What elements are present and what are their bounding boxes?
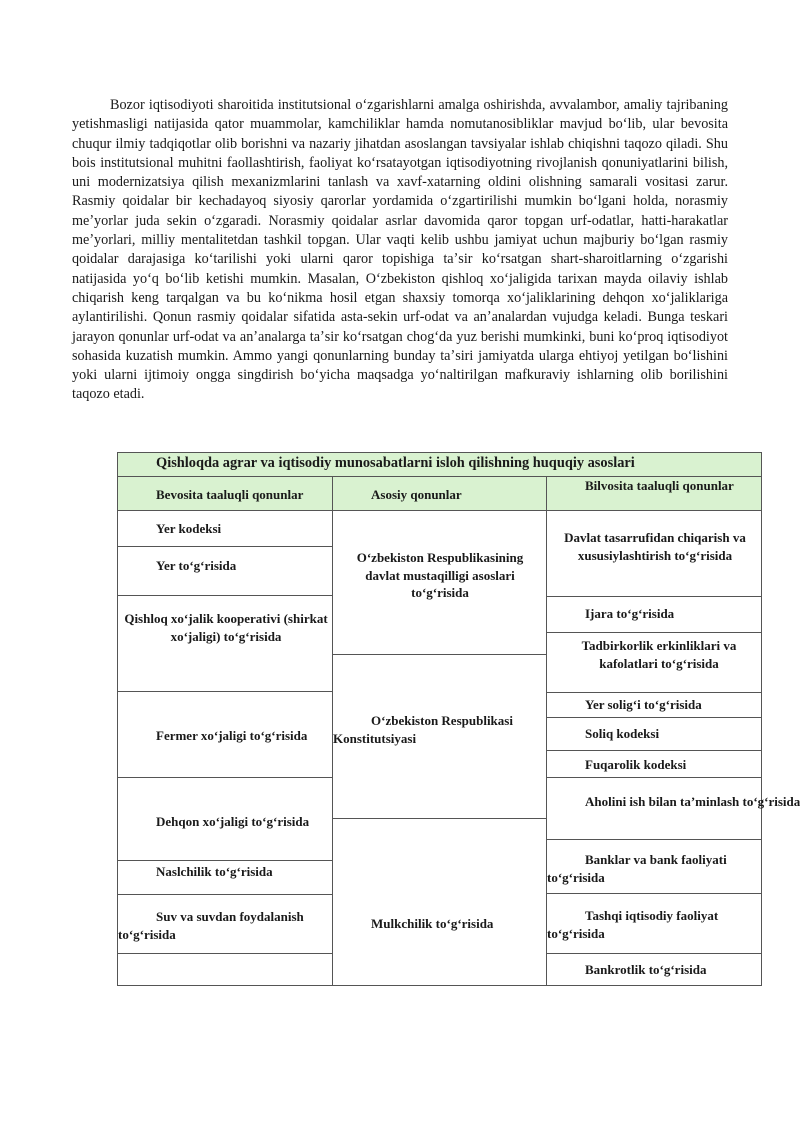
- indirect-law-label: Ijara toʻgʻrisida: [585, 606, 675, 621]
- direct-law-row: [117, 894, 333, 954]
- header-main-cell: [332, 476, 547, 511]
- header-main: Asosiy qonunlar: [371, 487, 462, 502]
- direct-law-row: [117, 510, 333, 547]
- direct-law-row: [117, 860, 333, 895]
- indirect-law-label: Yer soligʻi toʻgʻrisida: [585, 697, 702, 712]
- main-law-label: Oʻzbekiston Respublikasining davlat mustaqilligi asoslari toʻgʻrisida: [356, 550, 524, 600]
- indirect-law-label: Fuqarolik kodeksi: [585, 757, 687, 772]
- indirect-law-row: [546, 893, 762, 954]
- direct-law-label: Yer kodeksi: [156, 521, 222, 536]
- header-direct: Bevosita taaluqli qonunlar: [156, 487, 304, 502]
- indirect-law-label: Bankrotlik toʻgʻrisida: [585, 962, 707, 977]
- indirect-law-row: [546, 717, 762, 751]
- direct-law-label: Dehqon xoʻjaligi toʻgʻrisida: [156, 814, 310, 829]
- indirect-law-row: [546, 692, 762, 718]
- main-law-row: [332, 654, 547, 819]
- indirect-law-row: [546, 510, 762, 597]
- direct-law-label: Yer toʻgʻrisida: [156, 558, 237, 573]
- indirect-law-row: [546, 777, 800, 840]
- direct-law-row: [117, 691, 333, 778]
- header-indirect: Bilvosita taaluqli qonunlar: [585, 478, 734, 493]
- direct-law-row: [117, 777, 333, 861]
- indirect-law-row: [546, 750, 762, 778]
- indirect-law-label: Davlat tasarrufidan chiqarish va xususiylashtirish toʻgʻrisida: [564, 530, 746, 563]
- table-title: Qishloqda agrar va iqtisodiy munosabatlarni isloh qilishning huquqiy asoslari: [156, 455, 635, 471]
- indirect-law-label: Soliq kodeksi: [585, 726, 660, 741]
- direct-law-label: Fermer xoʻjaligi toʻgʻrisida: [156, 728, 308, 743]
- table-title-cell: [117, 452, 762, 477]
- indirect-law-row: [546, 596, 762, 633]
- empty-cell: [117, 953, 333, 986]
- main-law-label: Oʻzbekiston Respublikasi Konstitutsiyasi: [333, 713, 513, 746]
- direct-law-label: Suv va suvdan foydalanish toʻgʻrisida: [118, 909, 304, 942]
- indirect-law-row: [546, 953, 762, 986]
- header-indirect-cell: [546, 476, 762, 511]
- direct-law-row: [117, 595, 333, 692]
- main-law-row: [332, 818, 547, 986]
- direct-law-row: [117, 546, 333, 596]
- indirect-law-label: Tashqi iqtisodiy faoliyat toʻgʻrisida: [547, 908, 719, 941]
- main-law-row: [332, 510, 547, 655]
- indirect-law-label: Banklar va bank faoliyati toʻgʻrisida: [547, 852, 727, 885]
- direct-law-label: Naslchilik toʻgʻrisida: [156, 864, 273, 879]
- indirect-law-row: [546, 632, 762, 693]
- indirect-law-label: Aholini ish bilan taʼminlash toʻgʻrisida: [585, 794, 800, 809]
- legal-basis-table: [117, 452, 800, 986]
- main-law-label: Mulkchilik toʻgʻrisida: [371, 916, 494, 931]
- indirect-law-row: [546, 839, 762, 894]
- header-direct-cell: [117, 476, 333, 511]
- direct-law-label: Qishloq xoʻjalik kooperativi (shirkat xoʻjaligi) toʻgʻrisida: [124, 611, 328, 644]
- indirect-law-label: Tadbirkorlik erkinliklari va kafolatlari toʻgʻrisida: [581, 638, 737, 671]
- body-paragraph: Bozor iqtisodiyoti sharoitida institutsional oʻzgarishlarni amalga oshirishda, avvalambor, amaliy tajribaning yetishmasligi natijasida qator muammolar, kamchiliklar hamda nomutanosibliklar mavjud boʻlib, ular bevosita chuqur ilmiy tadqiqotlar olib borishni va nazariy jihatdan asoslangan tavsiyalar ishlab chiqishni taqozo qiladi. Shu bois institutsional muhitni faollashtirish, faoliyat koʻrsatayotgan iqtisodiyotning rivojlanish qonuniyatlarini bilish, uni modernizatsiya qilish mexanizmlarini tanlash va xavf-xatarning oldini olishning samarali vositasi zarur. Rasmiy qoidalar bir kechadayoq siyosiy qarorlar yordamida oʻzgartirilishi mumkin boʻlgani holda, norasmiy meʼyorlar juda sekin oʻzgaradi. Norasmiy qoidalar asrlar davomida qaror topgan urf-odatlar, hatti-harakatlar meʼyorlari, milliy mentalitetdan tashkil topgan. Ular vaqti kelib ushbu jamiyat uchun majburiy boʻlgan rasmiy qoidalar darajasiga koʻtarilishi yoki ularni qaror topishiga taʼsir koʻrsatgan shart-sharoitlarning oʻzgarishi natijasida yoʻq boʻlib ketishi mumkin. Masalan, Oʻzbekiston qishloq xoʻjaligida tarixan mayda oilaviy ishlab chiqarish keng tarqalgan va bu koʻnikma hosil etgan shaxsiy tomorqa xoʻjaliklarining dehqon xoʻjaliklariga aylantirilishi. Qonun rasmiy qoidalar sifatida asta-sekin urf-odat va anʼanalardan vujudga keladi. Bunga teskari jarayon qonunlar urf-odat va anʼanalarga taʼsir koʻrsatgan chogʻda yuz berishi mumkinki, buni koʻproq iqtisodiyot sohasida kuzatish mumkin. Ammo yangi qonunlarning bunday taʼsiri jamiyatda ularga ehtiyoj yetilgan boʻlishini yoki ularni ijtimoiy ongga singdirish boʻyicha maqsadga yoʻnaltirilgan mafkuraviy ishlarning olib borilishini taqozo etadi.: [72, 97, 728, 403]
